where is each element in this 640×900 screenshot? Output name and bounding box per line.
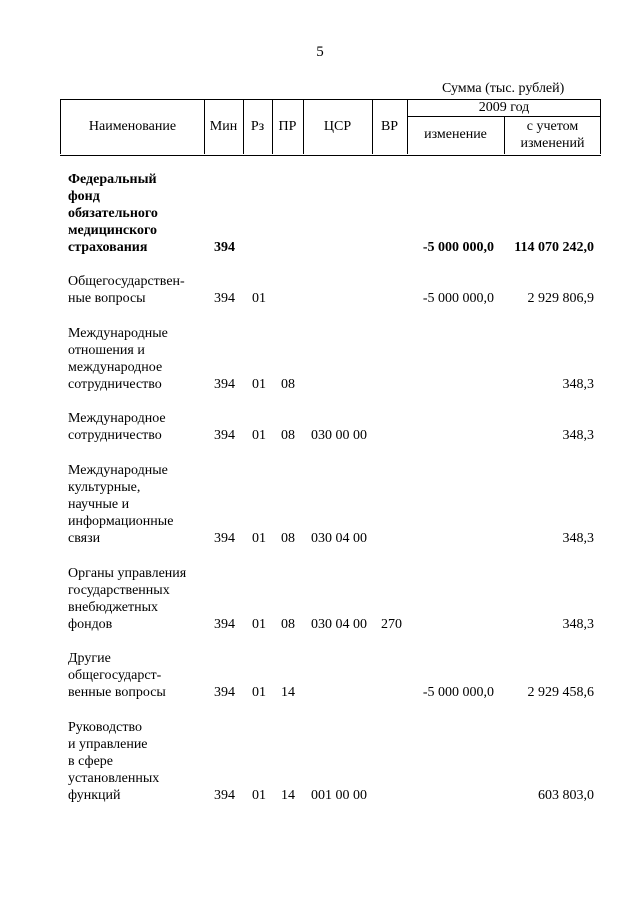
header-with-changes-line: с учетом xyxy=(526,119,579,134)
row-name xyxy=(68,325,208,393)
row-name-line: страхования xyxy=(68,240,148,255)
row-vr: 270 xyxy=(381,617,402,632)
row-rz: 01 xyxy=(252,377,266,392)
row-total: 2 929 458,6 xyxy=(527,685,594,700)
header-rz: Рз xyxy=(250,119,265,134)
row-name-line: внебюджетных xyxy=(68,600,159,615)
header-year-divider xyxy=(407,116,601,117)
row-name-line: Руководство xyxy=(68,720,142,735)
row-total: 348,3 xyxy=(562,377,594,392)
row-total: 114 070 242,0 xyxy=(514,240,594,255)
row-change: -5 000 000,0 xyxy=(422,240,494,255)
row-rz: 01 xyxy=(252,685,266,700)
row-name-line: Федеральный xyxy=(68,172,157,187)
row-name-line: международное xyxy=(68,360,163,375)
row-name-line: Органы управления xyxy=(68,566,187,581)
row-min: 394 xyxy=(214,617,235,632)
row-name-line: Другие xyxy=(68,651,111,666)
row-csr: 001 00 00 xyxy=(311,788,367,803)
row-pr: 08 xyxy=(281,531,295,546)
page-number: 5 xyxy=(316,44,324,60)
row-name-line: информационные xyxy=(68,514,174,529)
row-rz: 01 xyxy=(252,531,266,546)
row-rz: 01 xyxy=(252,617,266,632)
row-min: 394 xyxy=(214,291,235,306)
row-name-line: сотрудничество xyxy=(68,377,162,392)
row-name-line: Общегосударствен- xyxy=(68,274,185,289)
row-name-line: венные вопросы xyxy=(68,685,166,700)
row-name-line: установленных xyxy=(68,771,160,786)
row-name xyxy=(68,565,208,633)
row-name xyxy=(68,171,208,256)
header-csr: ЦСР xyxy=(323,119,352,134)
row-pr: 08 xyxy=(281,377,295,392)
row-name-line: государственных xyxy=(68,583,170,598)
row-name-line: функций xyxy=(68,788,121,803)
row-min: 394 xyxy=(214,531,235,546)
row-total: 348,3 xyxy=(562,617,594,632)
row-rz: 01 xyxy=(252,788,266,803)
row-rz: 01 xyxy=(252,428,266,443)
row-pr: 14 xyxy=(281,788,295,803)
row-name xyxy=(68,273,208,307)
row-name xyxy=(68,719,208,804)
row-min: 394 xyxy=(214,240,235,255)
row-min: 394 xyxy=(214,428,235,443)
row-rz: 01 xyxy=(252,291,266,306)
units-label: Сумма (тыс. рублей) xyxy=(442,81,565,96)
row-pr: 14 xyxy=(281,685,295,700)
row-name xyxy=(68,650,208,701)
header-pr: ПР xyxy=(278,119,297,134)
row-name-line: в сфере xyxy=(68,754,113,769)
header-vr: ВР xyxy=(380,119,399,134)
row-name-line: научные и xyxy=(68,497,130,512)
row-name-line: связи xyxy=(68,531,101,546)
row-total: 2 929 806,9 xyxy=(527,291,594,306)
row-total: 348,3 xyxy=(562,531,594,546)
row-name-line: общегосударст- xyxy=(68,668,162,683)
row-csr: 030 04 00 xyxy=(311,617,367,632)
row-csr: 030 04 00 xyxy=(311,531,367,546)
row-name-line: медицинского xyxy=(68,223,158,238)
row-min: 394 xyxy=(214,377,235,392)
row-pr: 08 xyxy=(281,617,295,632)
row-name-line: сотрудничество xyxy=(68,428,162,443)
row-total: 603 803,0 xyxy=(538,788,594,803)
row-change: -5 000 000,0 xyxy=(422,685,494,700)
row-name xyxy=(68,462,208,547)
row-min: 394 xyxy=(214,685,235,700)
row-name xyxy=(68,410,208,444)
row-name-line: Международное xyxy=(68,411,166,426)
row-total: 348,3 xyxy=(562,428,594,443)
row-name-line: культурные, xyxy=(68,480,141,495)
row-name-line: ные вопросы xyxy=(68,291,146,306)
header-with-changes xyxy=(504,118,601,152)
header-min: Мин xyxy=(209,119,238,134)
row-name-line: отношения и xyxy=(68,343,145,358)
row-name-line: обязательного xyxy=(68,206,158,221)
header-name: Наименование xyxy=(88,119,177,134)
row-name-line: Международные xyxy=(68,463,168,478)
header-change: изменение xyxy=(424,127,487,142)
header-with-changes-line: изменений xyxy=(520,136,585,151)
row-pr: 08 xyxy=(281,428,295,443)
row-name-line: Международные xyxy=(68,326,168,341)
header-year: 2009 год xyxy=(478,100,530,115)
row-name-line: и управление xyxy=(68,737,148,752)
row-name-line: фонд xyxy=(68,189,100,204)
row-min: 394 xyxy=(214,788,235,803)
row-csr: 030 00 00 xyxy=(311,428,367,443)
row-change: -5 000 000,0 xyxy=(422,291,494,306)
row-name-line: фондов xyxy=(68,617,113,632)
